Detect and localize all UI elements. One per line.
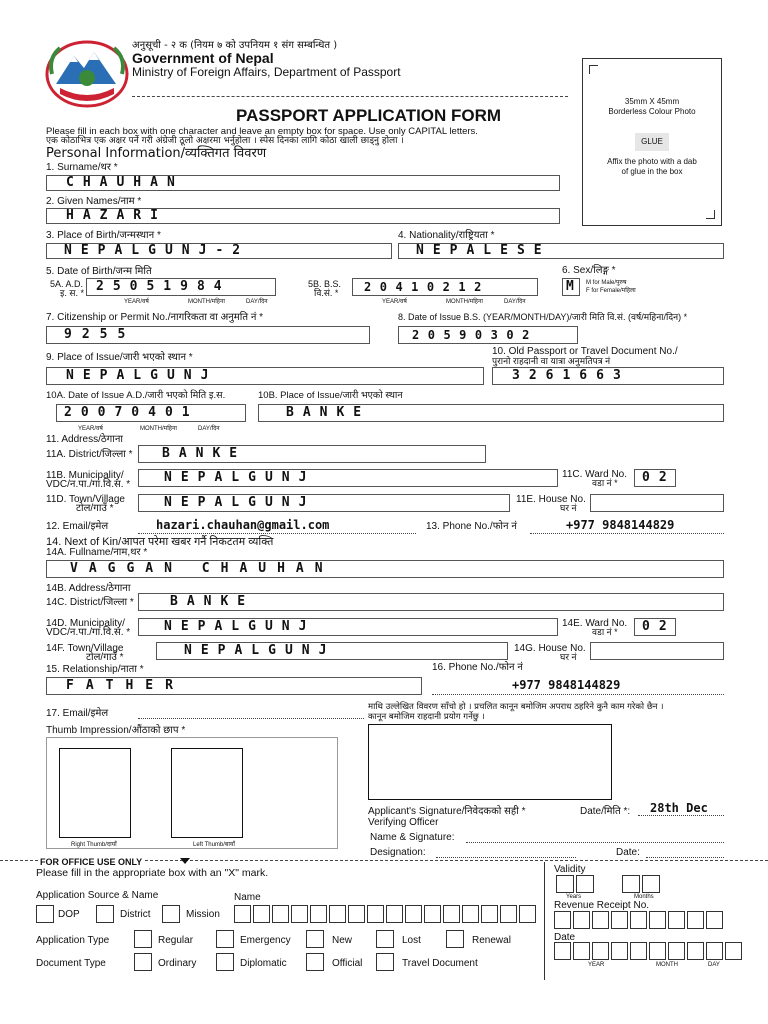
dob-ad-value: 25051984 [96, 279, 231, 294]
kin-town-label1: 14F. Town/Village [46, 643, 124, 654]
kin-phone-label: 16. Phone No./फोन नं [432, 662, 523, 673]
kin-house-label1: 14G. House No. [514, 643, 586, 654]
right-thumb-box[interactable] [59, 748, 131, 838]
name-cell[interactable] [405, 905, 422, 923]
app-type-label: Application Type [36, 935, 110, 946]
date-value: 28th Dec [650, 801, 708, 815]
name-cell[interactable] [424, 905, 441, 923]
designation-label: Designation: [370, 847, 426, 858]
kin-district-value: BANKE [170, 594, 255, 609]
district-option-label: District [120, 909, 151, 920]
sex-f-hint: F for Female/महिला [586, 288, 636, 294]
date-cell[interactable] [573, 942, 590, 960]
kin-ward-label2: वडा नं * [592, 627, 618, 637]
validity-years-2[interactable] [576, 875, 594, 893]
office-instruction: Please fill in the appropriate box with an "X" mark. [36, 867, 269, 879]
email-line [138, 533, 416, 534]
renewal-label: Renewal [472, 935, 511, 946]
office-day-label: DAY [708, 962, 720, 968]
dop-checkbox[interactable] [36, 905, 54, 923]
name-cell[interactable] [348, 905, 365, 923]
name-cell[interactable] [386, 905, 403, 923]
left-thumb-label: Left Thumb/बायाँ [193, 842, 235, 848]
kin-ward-value: 02 [642, 619, 676, 634]
issue-10a-label: 10A. Date of Issue A.D./जारी भएको मिति इ.स. [46, 390, 226, 401]
ordinary-checkbox[interactable] [134, 953, 152, 971]
kin-town-label2: टोल/गाउँ * [86, 652, 124, 663]
name-cell[interactable] [519, 905, 536, 923]
thumb-frame [46, 737, 338, 849]
kin-house-label2: घर नं [560, 652, 577, 662]
dob-ad-year: YEAR/वर्ष [124, 299, 149, 305]
citizenship-value: 9255 [64, 327, 136, 342]
photo-affix-1: Affix the photo with a dab [607, 157, 697, 166]
date-cell[interactable] [706, 942, 723, 960]
mission-checkbox[interactable] [162, 905, 180, 923]
designation-line [436, 857, 576, 858]
issue-place-value: NEPALGUNJ [66, 368, 218, 383]
validity-years-1[interactable] [556, 875, 574, 893]
town-label2: टोल/गाउँ * [76, 503, 114, 514]
given-value: HAZARI [66, 208, 167, 223]
new-label: New [332, 935, 353, 946]
annex-text: अनुसूची - २ क (नियम ७ को उपनियम १ संग सम्बन्धित ) [132, 40, 338, 51]
dob-bs-month: MONTH/महिना [446, 299, 483, 305]
regular-checkbox[interactable] [134, 930, 152, 948]
form-title: PASSPORT APPLICATION FORM [236, 106, 502, 125]
given-label: 2. Given Names/नाम * [46, 196, 142, 207]
signature-box[interactable] [368, 724, 612, 800]
receipt-cell[interactable] [592, 911, 609, 929]
issue-date-label: 8. Date of Issue B.S. (YEAR/MONTH/DAY)/जारी मिति वि.सं. (वर्ष/महिना/दिन) * [398, 312, 688, 322]
ward-label1: 11C. Ward No. [562, 469, 628, 480]
town-label1: 11D. Town/Village [46, 494, 125, 505]
citizenship-label: 7. Citizenship or Permit No./नागरिकता वा अनुमति नं * [46, 312, 264, 323]
kin-label: 14. Next of Kin/आपत परेमा खबर गर्नै निकटतम व्यक्ति [46, 536, 274, 548]
office-vertical-divider [544, 862, 545, 980]
date-cell[interactable] [611, 942, 628, 960]
district-value: BANKE [162, 446, 247, 461]
issue-10a-value: 20070401 [64, 405, 199, 420]
name-cell[interactable] [310, 905, 327, 923]
date-cell[interactable] [725, 942, 742, 960]
nationality-value: NEPALESE [416, 243, 551, 258]
receipt-cell[interactable] [573, 911, 590, 929]
verify-date-label: Date: [616, 847, 640, 858]
issue-10b-value: BANKE [286, 405, 371, 420]
name-cell[interactable] [291, 905, 308, 923]
issue-10a-month: MONTH/महिना [140, 426, 177, 432]
personal-section-title: Personal Information/व्यक्तिगत विवरण [46, 146, 267, 161]
sex-m-hint: M for Male/पुरुष [586, 280, 627, 286]
issue-10a-day: DAY/दिन [198, 426, 220, 432]
receipt-cell[interactable] [554, 911, 571, 929]
house-field[interactable] [590, 494, 724, 512]
kin-municipality-value: NEPALGUNJ [164, 619, 316, 634]
office-date-label: Date [554, 932, 576, 943]
email17-label: 17. Email/इमेल [46, 708, 109, 719]
photo-affix-2: of glue in the box [621, 167, 683, 176]
name-cell[interactable] [462, 905, 479, 923]
name-cell[interactable] [329, 905, 346, 923]
date-cell[interactable] [668, 942, 685, 960]
email-label: 12. Email/इमेल [46, 521, 109, 532]
receipt-cell[interactable] [706, 911, 723, 929]
thumb-label: Thumb Impression/औंठाको छाप * [46, 725, 186, 736]
photo-corner-br [706, 210, 715, 219]
kin-fullname-label: 14A. Fullname/नाम,थर * [46, 547, 148, 558]
ministry-title: Ministry of Foreign Affairs, Department of Passport [132, 65, 401, 79]
name-signature-line [466, 842, 724, 843]
house-label2: घर नं [560, 503, 577, 513]
receipt-label: Revenue Receipt No. [554, 900, 650, 911]
dob-ad-label2: इ. स. * [60, 288, 85, 298]
emergency-checkbox[interactable] [216, 930, 234, 948]
emergency-label: Emergency [240, 935, 291, 946]
name-signature-label: Name & Signature: [370, 832, 455, 843]
validity-label: Validity [554, 864, 586, 875]
renewal-checkbox[interactable] [446, 930, 464, 948]
app-source-label: Application Source & Name [36, 890, 159, 901]
date-cell[interactable] [554, 942, 571, 960]
municipality-label1: 11B. Municipality/ [46, 470, 124, 481]
kin-phone-value: +977 9848144829 [512, 678, 621, 692]
kin-district-label: 14C. District/जिल्ला * [46, 597, 134, 608]
name-label: Name [234, 892, 261, 903]
kin-municipality-label1: 14D. Municipality/ [46, 618, 125, 629]
mission-label: Mission [186, 909, 220, 920]
issue-10b-label: 10B. Place of Issue/जारी भएको स्थान [258, 390, 403, 401]
declaration-2: कानून बमोजिम राहदानी प्रयोग गर्नेछु । [368, 712, 485, 722]
dob-ad-label1: 5A. A.D. [50, 279, 84, 289]
kin-town-value: NEPALGUNJ [184, 643, 336, 658]
validity-months-1[interactable] [622, 875, 640, 893]
relationship-label: 15. Relationship/नाता * [46, 664, 144, 675]
ordinary-label: Ordinary [158, 958, 197, 969]
lost-label: Lost [402, 935, 421, 946]
dob-bs-day: DAY/दिन [504, 299, 526, 305]
phone-label: 13. Phone No./फोन नं [426, 521, 517, 532]
photo-size: 35mm X 45mm [624, 97, 680, 106]
municipality-label2: VDC/न.पा./गा.वि.स. * [46, 479, 131, 490]
instruction-en: Please fill in each box with one character and leave an empty box for space. Use only CAPITAL letters. [46, 126, 478, 137]
doc-type-label: Document Type [36, 958, 106, 969]
verifying-officer: Verifying Officer [368, 817, 439, 828]
name-cell[interactable] [367, 905, 384, 923]
municipality-value: NEPALGUNJ [164, 470, 316, 485]
receipt-cell[interactable] [687, 911, 704, 929]
dop-label: DOP [58, 909, 80, 920]
date-line [638, 815, 724, 816]
receipt-cell[interactable] [649, 911, 666, 929]
kin-fullname-value: VAGGAN CHAUHAN [70, 561, 334, 576]
photo-box[interactable] [582, 58, 722, 226]
photo-corner-tl [589, 65, 598, 74]
left-thumb-box[interactable] [171, 748, 243, 838]
issue-date-value: 20590302 [412, 328, 538, 342]
name-cell[interactable] [253, 905, 270, 923]
town-value: NEPALGUNJ [164, 495, 316, 510]
kin-house-field[interactable] [590, 642, 724, 660]
dob-bs-year: YEAR/वर्ष [382, 299, 407, 305]
old-passport-label2: पुरानो राहदानी वा यात्रा अनुमतिपत्र नं [492, 356, 611, 366]
signature-label: Applicant's Signature/निवेदकको सही * [368, 806, 526, 817]
verify-date-line [646, 857, 724, 858]
dob-ad-month: MONTH/महिना [188, 299, 225, 305]
old-passport-label1: 10. Old Passport or Travel Document No./ [492, 346, 678, 357]
office-year-label: YEAR [588, 962, 605, 968]
receipt-cell[interactable] [611, 911, 628, 929]
new-checkbox[interactable] [306, 930, 324, 948]
right-thumb-label: Right Thumb/दायाँ [71, 842, 117, 848]
office-title: FOR OFFICE USE ONLY [40, 857, 143, 867]
validity-months-2[interactable] [642, 875, 660, 893]
travel-doc-label: Travel Document [402, 958, 478, 969]
nationality-label: 4. Nationality/राष्ट्रियता * [398, 230, 495, 241]
date-label: Date/मिति *: [580, 806, 631, 817]
validity-months-label: Months [634, 894, 654, 900]
date-cell[interactable] [687, 942, 704, 960]
declaration-1: माथि उल्लेखित विवरण साँचो हो । प्रचलित कानून बमोजिम अपराध ठहरिने कुनै काम गरेको छैन । [368, 702, 664, 712]
name-cell[interactable] [234, 905, 251, 923]
name-cell[interactable] [481, 905, 498, 923]
birthplace-value: NEPALGUNJ-2 [64, 243, 250, 258]
phone-line [530, 533, 724, 534]
official-label: Official [332, 958, 363, 969]
email17-line [138, 718, 364, 719]
instruction-ne: एक कोठाभित्र एक अक्षर पर्ने गरी अंग्रेजी ठूलो अक्षरमा भर्नुहोला । स्पेस दिनका लागि कोठा खाली छाड्नु होला । [46, 136, 404, 146]
old-passport-value: 3261663 [512, 368, 630, 383]
nepal-emblem-icon [44, 38, 130, 110]
dob-ad-day: DAY/दिन [246, 299, 268, 305]
office-arrow-icon [180, 858, 190, 864]
validity-years-label: Years [566, 894, 582, 900]
surname-label: 1. Surname/थर * [46, 162, 118, 173]
date-cell[interactable] [649, 942, 666, 960]
surname-value: CHAUHAN [66, 175, 184, 190]
glue-label: GLUE [635, 133, 669, 151]
issue-place-label: 9. Place of Issue/जारी भएको स्थान * [46, 352, 193, 363]
ward-value: 02 [642, 470, 676, 485]
diplomatic-label: Diplomatic [240, 958, 287, 969]
dob-bs-label1: 5B. B.S. [308, 279, 342, 289]
dob-bs-value: 20410212 [364, 280, 490, 294]
kin-ward-label1: 14E. Ward No. [562, 618, 628, 629]
address-label: 11. Address/ठेगाना [46, 434, 124, 445]
date-cell[interactable] [592, 942, 609, 960]
date-cell[interactable] [630, 942, 647, 960]
kin-phone-line [432, 694, 724, 695]
receipt-cell[interactable] [668, 911, 685, 929]
issue-10a-year: YEAR/वर्ष [78, 426, 103, 432]
name-cell[interactable] [500, 905, 517, 923]
relationship-value: FATHER [66, 678, 185, 693]
kin-address-label: 14B. Address/ठेगाना [46, 583, 131, 594]
district-checkbox[interactable] [96, 905, 114, 923]
government-title: Government of Nepal [132, 50, 274, 66]
office-month-label: MONTH [656, 962, 678, 968]
dob-bs-label2: वि.सं. * [314, 288, 339, 298]
dob-label: 5. Date of Birth/जन्म मिति [46, 266, 152, 277]
district-label: 11A. District/जिल्ला * [46, 449, 133, 460]
house-label1: 11E. House No. [516, 494, 586, 505]
email-value: hazari.chauhan@gmail.com [156, 518, 330, 532]
receipt-cell[interactable] [630, 911, 647, 929]
lost-checkbox[interactable] [376, 930, 394, 948]
kin-municipality-label2: VDC/न.पा./गा.वि.स. * [46, 627, 131, 638]
ward-label2: वडा नं * [592, 478, 618, 488]
photo-type: Borderless Colour Photo [608, 107, 696, 116]
sex-value: M [566, 279, 574, 294]
birthplace-label: 3. Place of Birth/जन्मस्थान * [46, 230, 161, 241]
travel-doc-checkbox[interactable] [376, 953, 394, 971]
name-cell[interactable] [443, 905, 460, 923]
regular-label: Regular [158, 935, 194, 946]
name-cell[interactable] [272, 905, 289, 923]
official-checkbox[interactable] [306, 953, 324, 971]
diplomatic-checkbox[interactable] [216, 953, 234, 971]
sex-label: 6. Sex/लिङ्ग * [562, 265, 616, 276]
header-dotted-line [132, 96, 568, 97]
phone-value: +977 9848144829 [566, 518, 675, 532]
